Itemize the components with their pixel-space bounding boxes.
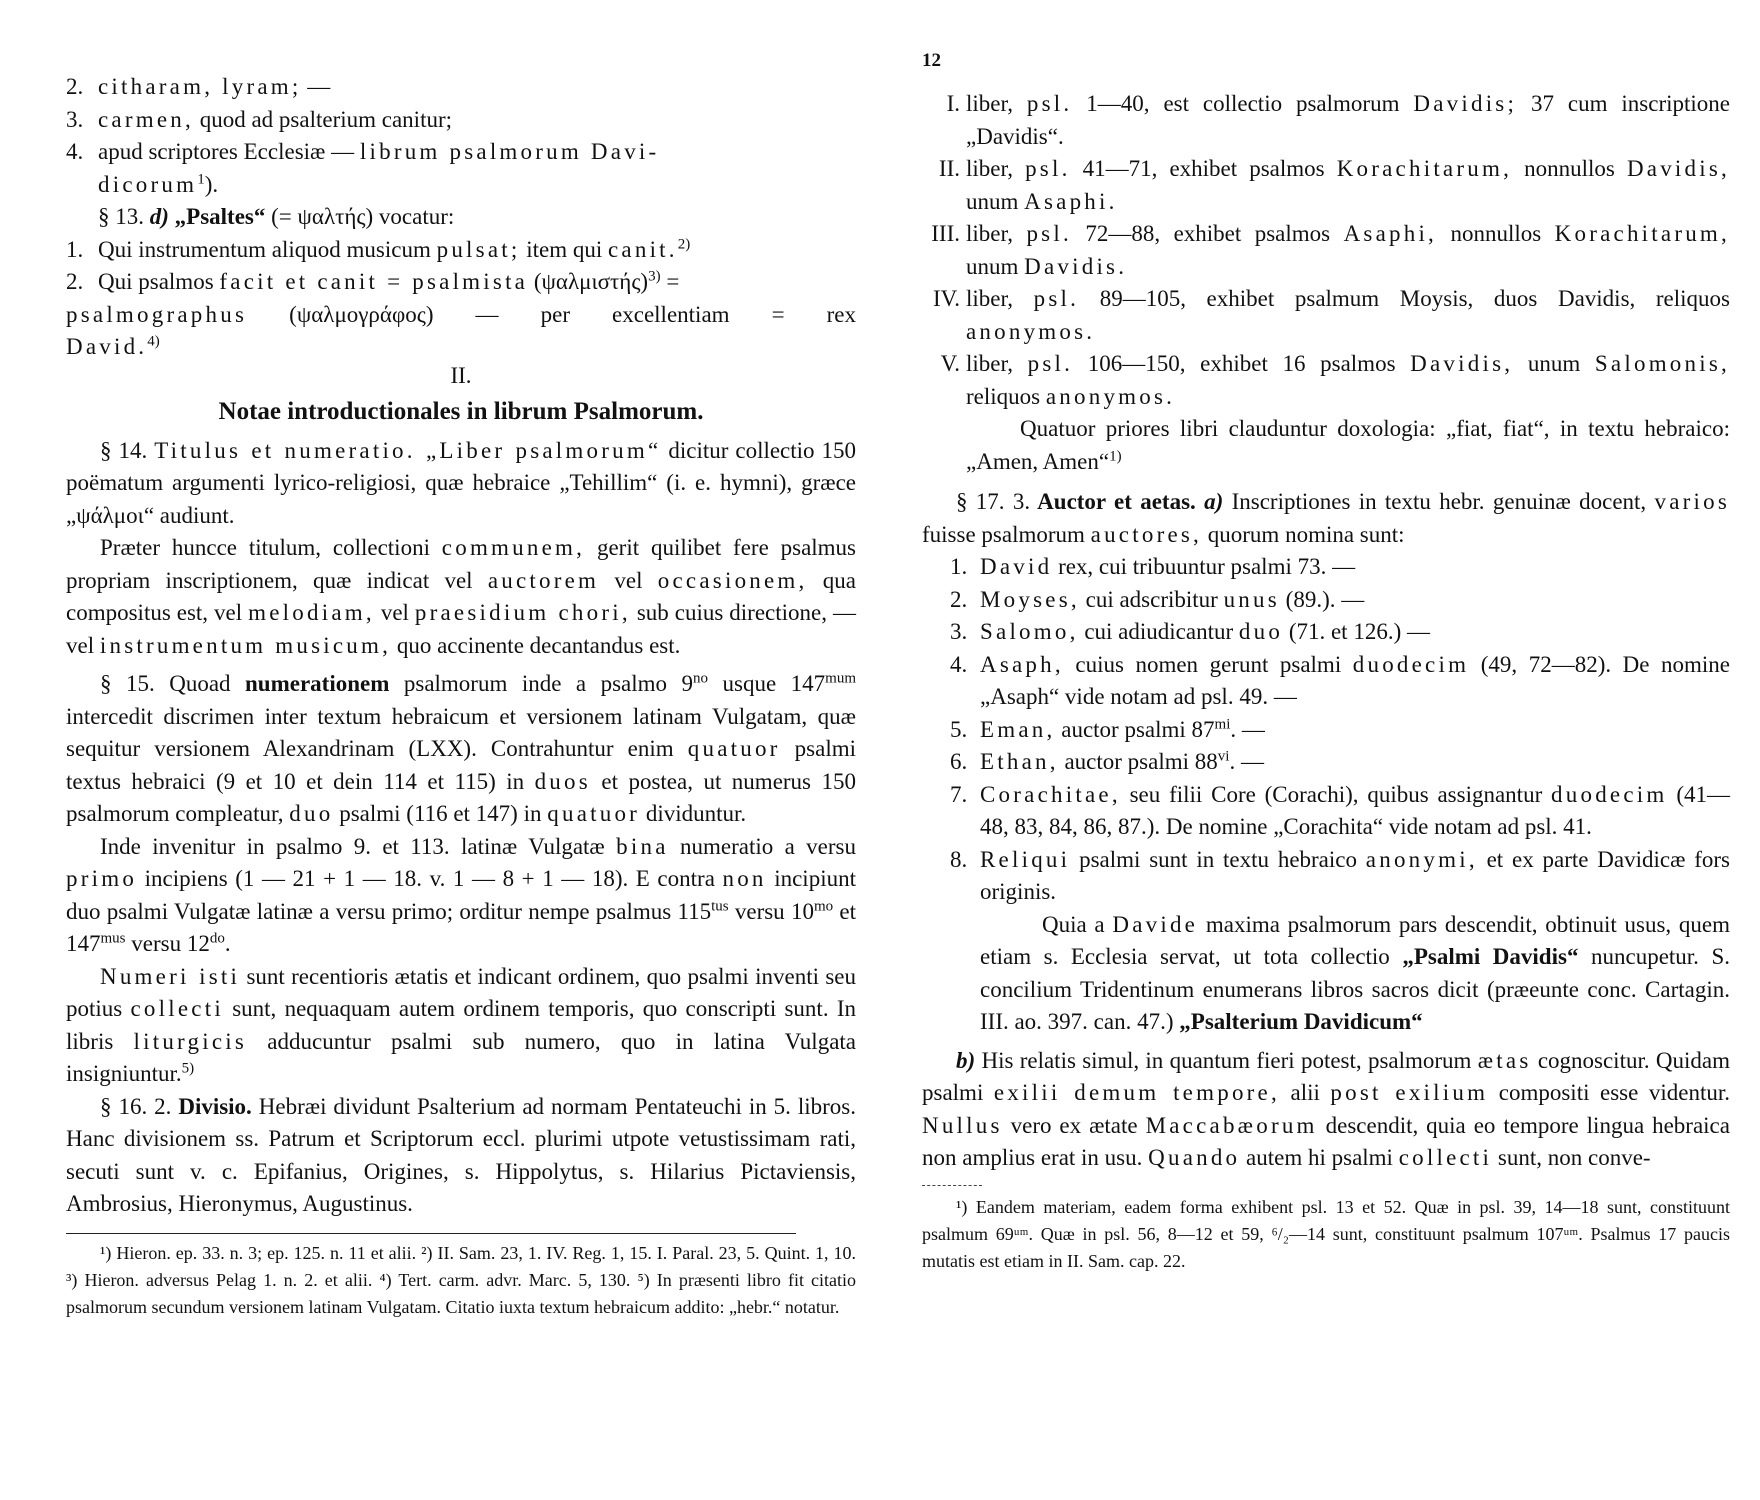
list-item: III. liber, psl. 72—88, exhibet psalmos Asaphi, nonnullos Korachitarum, unum Davidis. [931, 221, 1731, 279]
list-item: II. liber, psl. 41—71, exhibet psalmos Korachitarum, nonnullos Davidis, unum Asaphi. [938, 156, 1730, 214]
left-page [66, 0, 856, 1321]
list-item-continuation: psalmographus (ψαλμογράφος) — per excellentiam = rex [66, 301, 856, 327]
paragraph-15: § 15. Quoad numerationem psalmorum inde a psalmo $9^{no}$ usque $147^{mum}$ intercedit discrimen inter textum hebraicum et versionem latinam Vulgatam, quæ sequitur versionem Alexandrinam (LXX). Contrahuntur enim quatuor psalmi textus hebraici (9 et 10 et dein 114 et 115) in duos et postea, ut numerus 150 psalmorum compleatur, duo psalmi (116 et 147) in quatuor dividuntur. [66, 670, 856, 826]
paragraph-16: § 16. 2. Divisio. Hebræi dividunt Psalterium ad normam Pentateuchi in 5. libros. Hanc divisionem ss. Patrum et Scriptorum eccl. plurimi utpote vetustissimam rati, secuti sunt v. c. Epifanius, Origines, s. Hippolytus, s. Hilarius Pictaviensis, Ambrosius, Hieronymus, Augustinus. [66, 1093, 856, 1216]
section-title: Notae introductionales in librum Psalmorum. [218, 398, 704, 425]
paragraph-b: b) His relatis simul, in quantum fieri potest, psalmorum ætas cognoscitur. Quidam psalmi exilii demum tempore, alii post exilium compositi esse videntur. Nullus vero ex ætate Maccabæorum descendit, quia eo tempore lingua hebraica non amplius erat in usu. Quando autem hi psalmi collecti sunt, non conve- [922, 1047, 1731, 1170]
footnote: ¹) Hieron. ep. 33. n. 3; ep. 125. n. 11 et alii. ²) II. Sam. 23, 1. IV. Reg. 1, 15. I. Paral. 23, 5. Quint. 1, 10. ³) Hieron. adversus Pelag 1. n. 2. et alii. ⁴) Tert. carm. advr. Marc. 5, 130. ⁵) In præsenti libro fit citatio psalmorum secundum versionem latinam Vulgatam. Citatio iuxta textum hebraicum addito: „hebr.“ notatur. [66, 1242, 856, 1317]
list-item: 5. Eman, auctor psalmi $87^{mi}$. — [950, 715, 1265, 742]
list-item: 3. carmen, quod ad psalterium canitur; [66, 106, 453, 132]
list-item: 4. apud scriptores Ecclesiæ — librum psalmorum Davi- dicorum$^1$). [66, 139, 660, 197]
list-item: 1. David rex, cui tribuuntur psalmi 73. — [950, 554, 1356, 579]
section-number: II. [450, 362, 472, 388]
paragraph-15b: Inde invenitur in psalmo 9. et 113. latinæ Vulgatæ bina numeratio a versu primo incipiens (1 — 21 + 1 — 18. v. 1 — 8 + 1 — 18). E contra non incipiunt duo psalmi Vulgatæ latinæ a versu primo; orditur nempe psalmus $115^{tus}$ versu $10^{mo}$ et $147^{mus}$ versu $12^{do}$. [66, 833, 856, 956]
right-page [922, 0, 1730, 1275]
list-item: 3. Salomo, cui adiudicantur duo (71. et 126.) — [950, 619, 1430, 644]
list-item: IV. liber, psl. 89—105, exhibet psalmum Moysis, duos Davidis, reliquos anonymos. [932, 286, 1730, 344]
list-item: I. liber, psl. 1—40, est collectio psalmorum Davidis; 37 cum inscriptione „Davidis“. [946, 91, 1730, 149]
list-item: 4. Asaph, cuius nomen gerunt psalmi duodecim (49, 72—82). De nomine „Asaph“ vide notam ad psl. 49. — [950, 651, 1730, 709]
paragraph-quia: Quia a Davide maxima psalmorum pars descendit, obtinuit usus, quem etiam s. Ecclesia servat, ut tota collectio „Psalmi Davidis“ nuncupetur. S. concilium Tridentinum enumerans libros sacros dicit (præeunte conc. Cartagin. III. ao. 397. can. 47.) „Psalterium Davidicum“ [980, 911, 1731, 1034]
page-number: 12 [922, 50, 941, 71]
section-13-heading: § 13. d) „Psaltes“ (= ψαλτής) vocatur: [98, 204, 455, 229]
list-item-continuation: David.$^{4)}$ [66, 333, 160, 359]
paragraph-15c: Numeri isti sunt recentioris ætatis et indicant ordinem, quo psalmi inventi seu potius collecti sunt, nequaquam autem ordinem temporis, quo conscripti sunt. In libris liturgicis adducuntur psalmi sub numero, quo in latina Vulgata insigniuntur.$^{5)}$ [66, 963, 856, 1086]
footnote: ¹) Eandem materiam, eadem forma exhibent psl. 13 et 52. Quæ in psl. 39, 14—18 sunt, constituunt psalmum 69ᵘᵐ. Quæ in psl. 56, 8—12 et 59, ⁶/₂—14 sunt, constituunt psalmum 107ᵘᵐ. Psalmus 17 paucis mutatis est etiam in II. Sam. cap. 22. [922, 1196, 1730, 1271]
list-item: 8. Reliqui psalmi sunt in textu hebraico anonymi, et ex parte Davidicæ fors originis. [950, 846, 1730, 904]
list-item: 7. Corachitae, seu filii Core (Corachi), quibus assignantur duodecim (41—48, 83, 84, 86, 87.). De nomine „Corachita“ vide notam ad psl. 41. [950, 781, 1730, 839]
paragraph-14b: Præter huncce titulum, collectioni communem, gerit quilibet fere psalmus propriam inscriptionem, quæ indicat vel auctorem vel occasionem, qua compositus est, vel melodiam, vel praesidium chori, sub cuius directione, — vel instrumentum musicum, quo accinente decantandus est. [66, 535, 857, 658]
paragraph-17: § 17. 3. Auctor et aetas. a) Inscriptiones in textu hebr. genuinæ docent, varios fuisse psalmorum auctores, quorum nomina sunt: [922, 489, 1731, 547]
list-item: V. liber, psl. 106—150, exhibet 16 psalmos Davidis, unum Salomonis, reliquos anonymos. [940, 351, 1730, 409]
footnote-divider [66, 1233, 796, 1234]
list-item: 6. Ethan, auctor psalmi 88$^{vi}$. — [950, 748, 1264, 774]
doxology-paragraph: Quatuor priores libri clauduntur doxologia: „fiat, fiat“, in textu hebraico: „Amen, Amen“$^{1)}$ [966, 416, 1730, 474]
list-item: 2. Moyses, cui adscribitur unus (89.). — [950, 586, 1365, 612]
footnote-divider [922, 1185, 982, 1186]
list-item: 2. citharam, lyram; — [66, 74, 331, 99]
paragraph-14: § 14. Titulus et numeratio. „Liber psalmorum“ dicitur collectio 150 poëmatum argumenti lyrico-religiosi, quæ hebraice „Tehillim“ (i. e. hymni), græce „ψάλμοι“ audiunt. [66, 437, 857, 528]
list-item: 2. Qui psalmos facit et canit = psalmista $(\psi\alpha\lambda\mu\iota\sigma\tau ή\varsigma)^{3)}$ = [66, 268, 680, 294]
list-item: 1. Qui instrumentum aliquod musicum pulsat; item qui canit.$^{2)}$ [66, 235, 691, 262]
